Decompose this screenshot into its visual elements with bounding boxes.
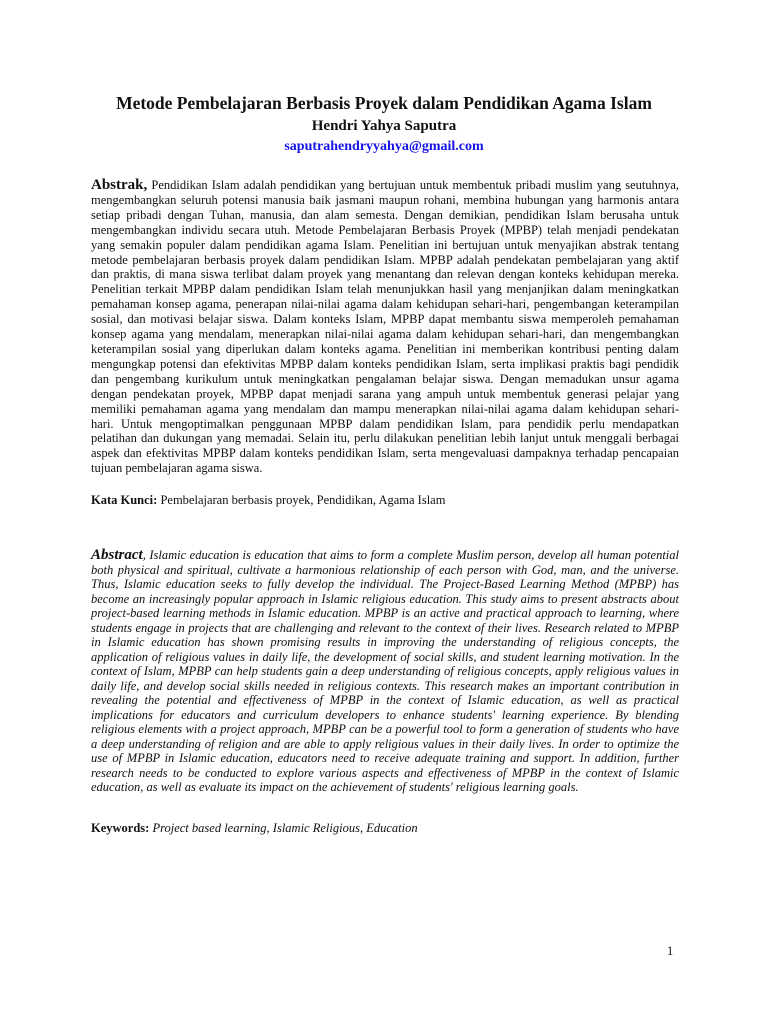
keywords [91, 821, 679, 836]
author-name: Hendri Yahya Saputra [311, 118, 457, 134]
keywords-text: Project based learning, Islamic Religious, Education [152, 821, 418, 835]
keywords-label: Keywords: [91, 821, 150, 835]
abstrak-text: Pendidikan Islam adalah pendidikan yang bertujuan untuk membentuk pribadi muslim yang seutuhnya, mengembangkan seluruh potensi manusia baik jasmani maupun rohani, membina hubungan yang harmonis antara setiap pribadi dengan Tuhan, manusia, dan alam semesta. Dengan demikian, pendidikan Islam berusaha untuk mengembangkan individu secara utuh. Metode Pembelajaran Berbasis Proyek (MPBP) telah menjadi pendekatan yang semakin populer dalam pendidikan agama Islam. Penelitian ini bertujuan untuk menyajikan abstrak tentang metode pembelajaran berbasis proyek dalam pendidikan Islam. MPBP adalah pendekatan pembelajaran yang aktif dan praktis, di mana siswa terlibat dalam proyek yang menantang dan relevan dengan konteks kehidupan mereka. Penelitian terkait MPBP dalam pendidikan Islam telah menunjukkan hasil yang menjanjikan dalam meningkatkan pemahaman konsep agama, penerapan nilai-nilai agama dalam kehidupan sehari-hari, pengembangan keterampilan sosial, dan motivasi belajar siswa. Dalam konteks Islam, MPBP dapat membantu siswa memperoleh pemahaman konsep agama yang mendalam, menerapkan nilai-nilai agama dalam kehidupan sehari-hari, dan mengembangkan keterampilan sosial yang diperlukan dalam konteks agama. Penelitian ini memberikan kontribusi penting dalam mengungkap potensi dan efektivitas MPBP dalam konteks pendidikan Islam, serta implikasi praktis bagi pendidik dan pengembang kurikulum untuk meningkatkan pengalaman belajar siswa. Dengan memadukan unsur agama dengan pendekatan proyek, MPBP dapat menjadi sarana yang ampuh untuk membentuk generasi pelajar yang memiliki pemahaman agama yang mendalam dan mampu menerapkan nilai-nilai agama dalam kehidupan sehari-hari. Untuk mengoptimalkan penggunaan MPBP dalam pendidikan Islam, para pendidik perlu mendapatkan pelatihan dan dukungan yang memadai. Selain itu, perlu dilakukan penelitian lebih lanjut untuk menggali berbagai aspek dan efektivitas MPBP dalam konteks pendidikan Islam, serta mengevaluasi dampaknya terhadap pencapaian tujuan pembelajaran agama siswa. [91, 178, 680, 476]
abstrak-paragraph [91, 178, 679, 476]
paper-title: Metode Pembelajaran Berbasis Proyek dalam Pendidikan Agama Islam [116, 93, 652, 113]
author-email[interactable]: saputrahendryyahya@gmail.com [284, 139, 484, 154]
kata-kunci [91, 493, 679, 508]
page-number: 1 [667, 944, 674, 958]
abstrak-label: Abstrak, [91, 177, 148, 193]
kata-kunci-text: Pembelajaran berbasis proyek, Pendidikan, Agama Islam [160, 493, 446, 507]
abstract-text: , Islamic education is education that aims to form a complete Muslim person, develop all human potential both physical and spiritual, cultivate a harmonious relationship of each person with God, man, and the universe. Thus, Islamic education seeks to fully develop the individual. The Project-Based Learning Method (MPBP) has become an increasingly popular approach in Islamic religious education. This study aims to present abstracts about project-based learning methods in Islamic education. MPBP is an active and practical approach to learning, where students engage in projects that are challenging and relevant to the context of their lives. Research related to MPBP in Islamic education has shown promising results in improving the understanding of religious concepts, the application of religious values in daily life, the development of social skills, and student learning motivation. In the context of Islam, MPBP can help students gain a deep understanding of religious concepts, apply religious values in daily life, and develop social skills needed in religious contexts. This research makes an important contribution in revealing the potential and effectiveness of MPBP in the context of Islamic education, as well as practical implications for educators and curriculum developers to enhance students' learning experience. By blending religious elements with a project approach, MPBP can be a powerful tool to form a generation of students who have a deep understanding of religion and are able to apply religious values in their daily lives. In order to optimize the use of MPBP in Islamic education, educators need to receive adequate training and support. In addition, further research needs to be conducted to explore various aspects and effectiveness of MPBP in the context of Islamic education, as well as evaluate its impact on the achievement of students' religious learning goals. [91, 548, 679, 794]
abstract-label: Abstract [91, 547, 143, 563]
abstract-paragraph [91, 548, 679, 795]
kata-kunci-label: Kata Kunci: [91, 493, 158, 507]
